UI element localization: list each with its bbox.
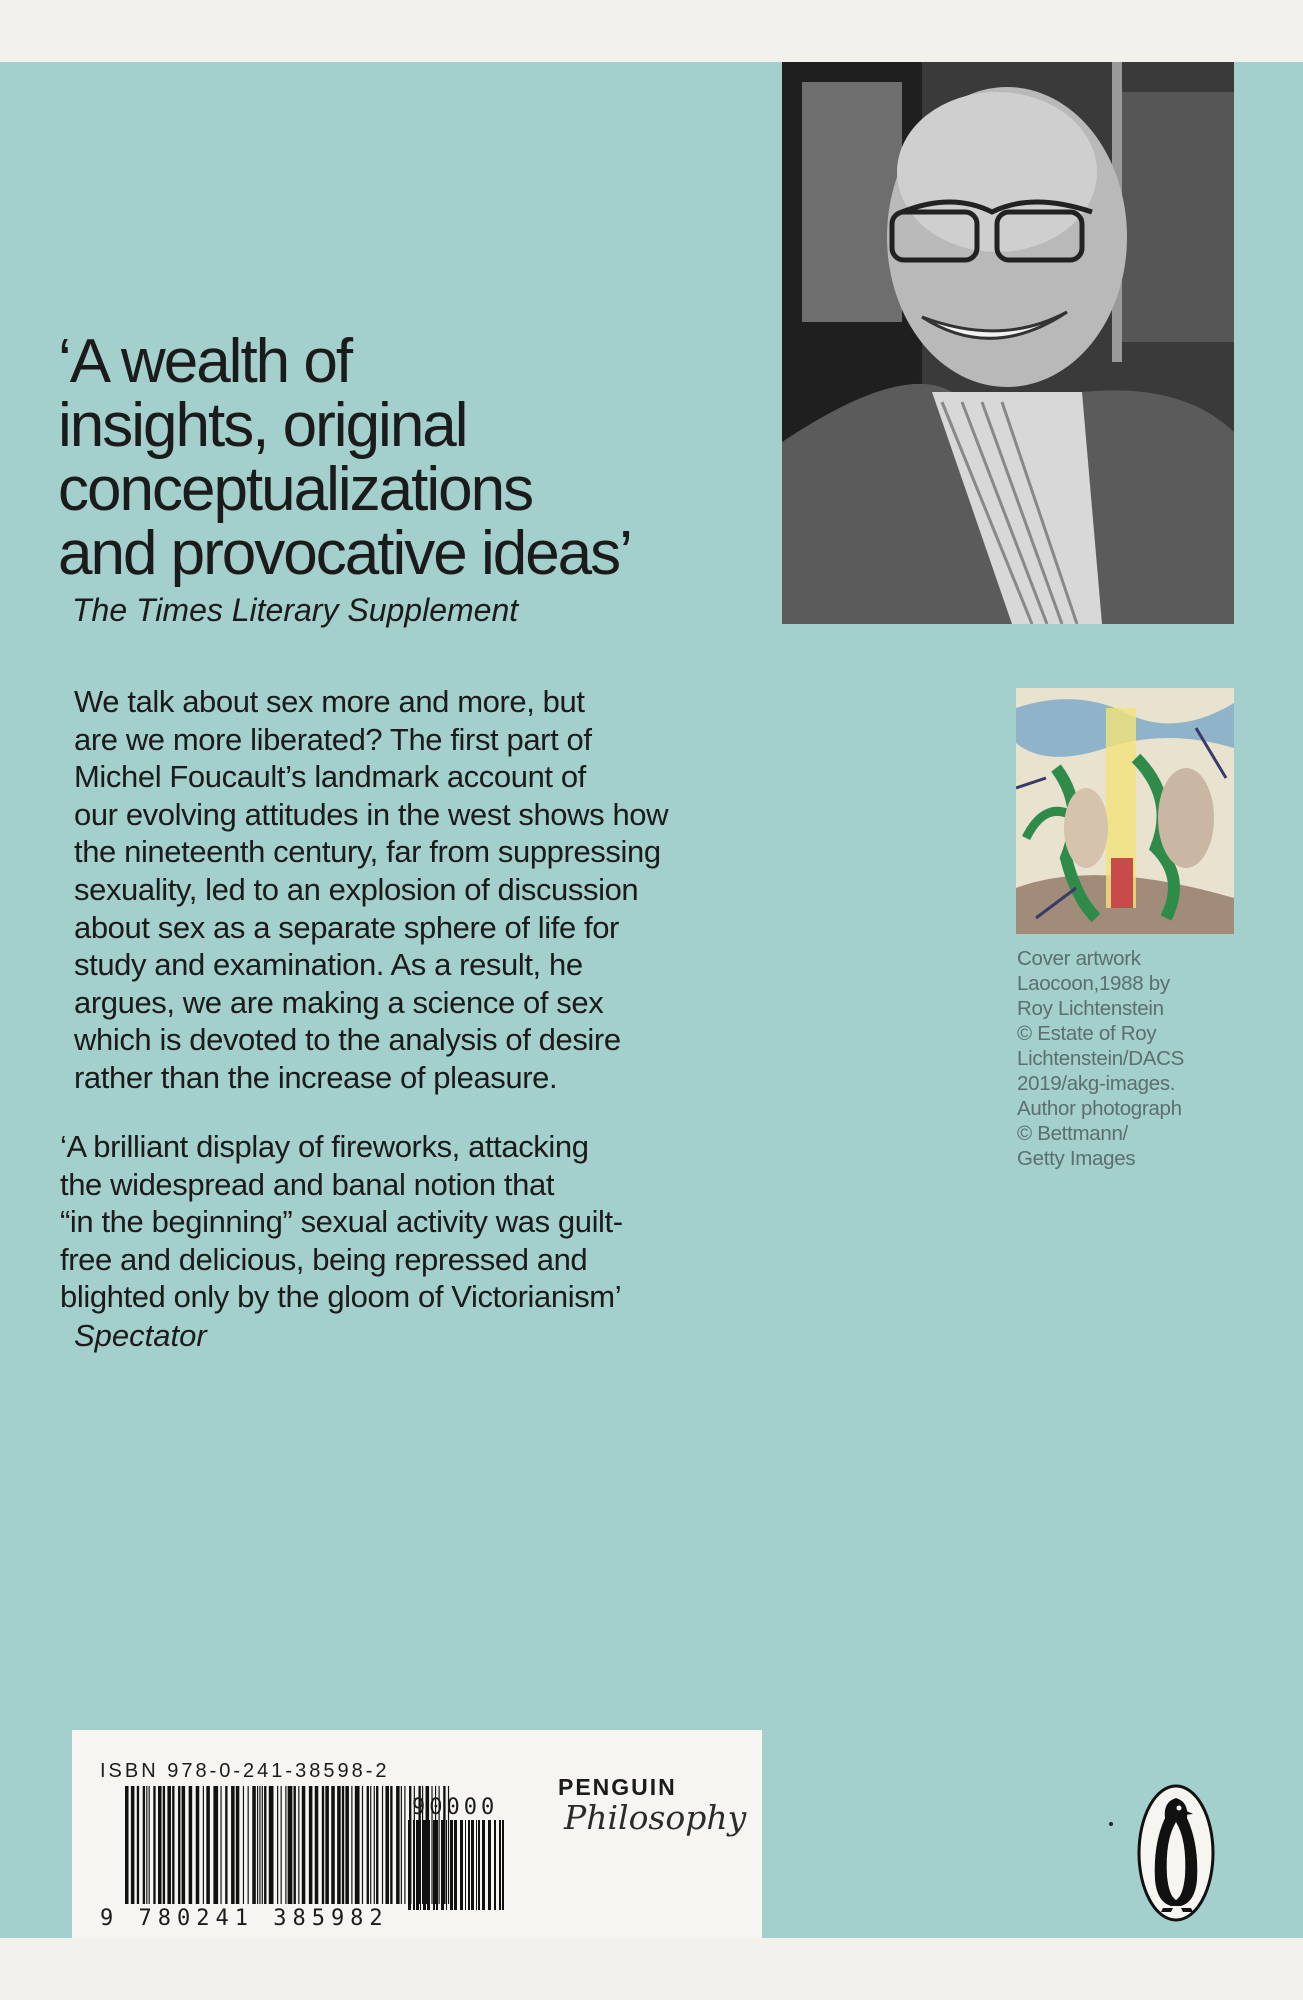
book-description: We talk about sex more and more, but are we more liberated? The first part of Michel Foucault’s landmark account of our evolving attitudes in the west shows how the nineteenth century, far from suppressing sexuality, led to an explosion of discussion about sex as a separate sphere of life for study and examination. As a result, he argues, we are making a science of sex which is devoted to the analysis of desire rather than the increase of pleasure.: [74, 684, 669, 1095]
series-name: Philosophy: [564, 1798, 747, 1837]
review-quote-source: Spectator: [74, 1318, 207, 1353]
penguin-logo-icon: [1137, 1784, 1215, 1922]
cover-artwork-thumbnail: [1016, 688, 1234, 934]
headline-quote-source: The Times Literary Supplement: [72, 592, 519, 628]
price-addon-digits: 90000: [412, 1795, 499, 1820]
publisher-name: PENGUIN: [558, 1774, 677, 1800]
barcode-panel: [72, 1730, 762, 1938]
price-addon-barcode: [408, 1820, 508, 1910]
headline-quote: ‘A wealth of insights, original conceptualizations and provocative ideas’: [58, 327, 631, 588]
isbn-barcode: [125, 1786, 455, 1904]
review-quote: ‘A brilliant display of fireworks, attacking the widespread and banal notion that “in the beginning” sexual activity was guilt- free and delicious, being repressed and blighted only by the gloom of Victorianism’: [60, 1129, 623, 1315]
author-photograph: [782, 62, 1234, 624]
isbn-digits: 9 780241 385982: [100, 1906, 389, 1931]
isbn-label: ISBN 978-0-241-38598-2: [100, 1760, 390, 1782]
image-credits: Cover artwork Laocoon,1988 by Roy Lichtenstein © Estate of Roy Lichtenstein/DACS 2019/akg-images. Author photograph © Bettmann/ Getty Images: [1017, 947, 1184, 1170]
small-mark: [1109, 1822, 1113, 1826]
